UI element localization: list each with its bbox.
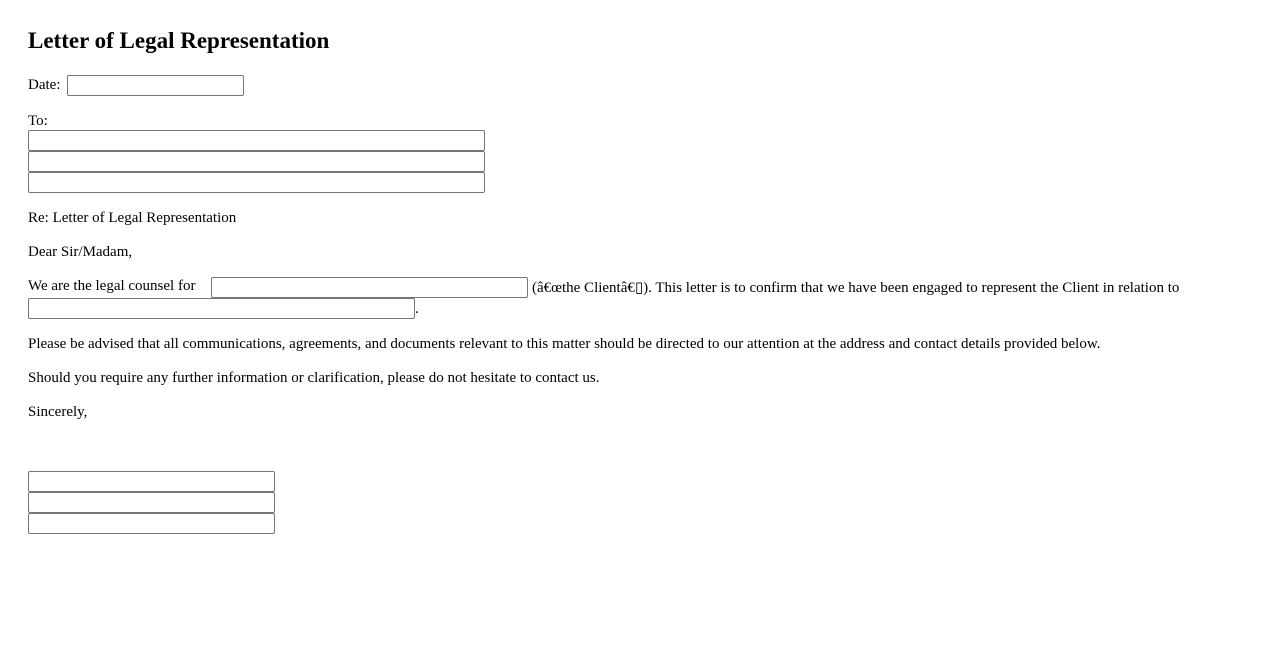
closing: Sincerely, xyxy=(28,404,88,420)
signature-line-2-input[interactable] xyxy=(28,492,275,513)
counsel-prefix-text: We are the legal counsel for xyxy=(28,278,196,294)
counsel-suffix-text: (â€œthe Clientâ€▯). This letter is to confirm that we have been engaged to represent the Client in relation to xyxy=(532,280,1180,296)
advised-paragraph: Please be advised that all communications, agreements, and documents relevant to this matter should be directed to our attention at the address and contact details provided below. xyxy=(28,336,1101,352)
date-input[interactable] xyxy=(67,75,244,96)
recipient-line-2-input[interactable] xyxy=(28,151,485,172)
recipient-line-1-input[interactable] xyxy=(28,130,485,151)
page-title: Letter of Legal Representation xyxy=(28,28,330,53)
matter-input[interactable] xyxy=(28,298,415,319)
to-label: To: xyxy=(28,113,48,129)
matter-period: . xyxy=(415,301,419,317)
signature-line-3-input[interactable] xyxy=(28,513,275,534)
further-info-paragraph: Should you require any further information or clarification, please do not hesitate to contact us. xyxy=(28,370,600,386)
date-label: Date: xyxy=(28,77,61,93)
salutation: Dear Sir/Madam, xyxy=(28,244,133,260)
client-name-input[interactable] xyxy=(211,277,528,298)
recipient-line-3-input[interactable] xyxy=(28,172,485,193)
subject-line: Re: Letter of Legal Representation xyxy=(28,210,237,226)
signature-line-1-input[interactable] xyxy=(28,471,275,492)
